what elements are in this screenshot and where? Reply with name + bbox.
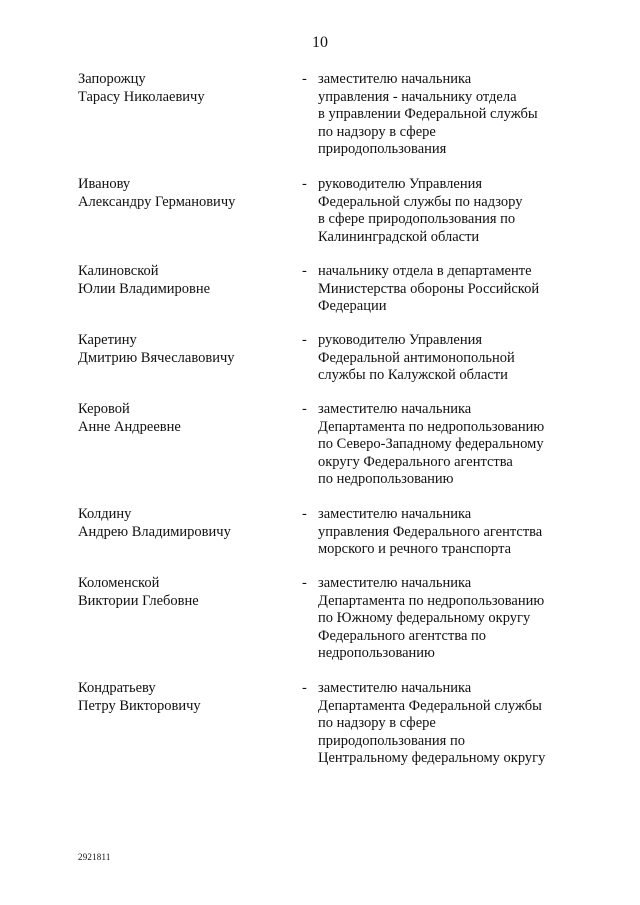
person-name [78,401,283,436]
person-name [78,680,283,715]
position-title [318,71,618,159]
person-name [78,575,283,610]
dash-separator: - [302,71,307,87]
person-name [78,332,283,367]
surname: Керовой [78,401,130,417]
dash-separator: - [302,680,307,696]
surname: Каретину [78,332,137,348]
given-name-patronymic: Юлии Владимировне [78,280,211,297]
person-name [78,263,283,298]
position-line: Калининградской области [318,228,480,245]
position-title [318,401,618,489]
position-title [318,332,618,385]
position-line: округу Федерального агентства [318,453,513,470]
given-name-patronymic: Дмитрию Вячеславовичу [78,349,235,366]
position-line: Департамента Федеральной службы [318,697,542,714]
given-name-patronymic: Александру Германовичу [78,193,236,210]
position-line: Федерации [318,298,387,314]
person-name [78,176,283,211]
position-title [318,176,618,246]
person-name [78,506,283,541]
dash-separator: - [302,401,307,417]
position-line: руководителю Управления [318,176,483,192]
surname: Запорожцу [78,71,146,87]
given-name-patronymic: Виктории Глебовне [78,592,199,609]
position-line: заместителю начальника [318,575,472,591]
given-name-patronymic: Анне Андреевне [78,418,181,435]
position-line: Департамента по недропользованию [318,418,545,435]
position-line: в управлении Федеральной службы [318,106,538,122]
surname: Коломенской [78,575,160,591]
position-line: начальнику отдела в департаменте [318,263,532,279]
position-line: Федеральной антимонопольной [318,349,515,366]
position-line: по Северо-Западному федеральному [318,436,544,452]
position-line: природопользования по [318,732,465,749]
surname: Иванову [78,176,131,192]
position-line: недропользованию [318,645,435,661]
dash-separator: - [302,575,307,591]
position-line: управления Федерального агентства [318,523,543,540]
person-name [78,71,283,106]
position-line: природопользования [318,141,447,157]
position-title [318,575,618,663]
position-title [318,263,618,316]
given-name-patronymic: Андрею Владимировичу [78,523,231,540]
position-line: Федерального агентства по [318,627,487,644]
position-line: управления - начальнику отдела [318,88,517,105]
position-line: заместителю начальника [318,506,472,522]
position-line: Центральному федеральному округу [318,750,546,766]
position-title [318,680,618,768]
position-line: Федеральной службы по надзору [318,193,523,210]
surname: Кондратьеву [78,680,156,696]
position-line: службы по Калужской области [318,367,508,383]
dash-separator: - [302,176,307,192]
position-line: по надзору в сфере [318,123,436,140]
surname: Колдину [78,506,132,522]
position-line: заместителю начальника [318,401,472,417]
position-line: в сфере природопользования по [318,211,516,227]
page-number: 10 [312,34,328,51]
dash-separator: - [302,506,307,522]
dash-separator: - [302,332,307,348]
position-line: руководителю Управления [318,332,483,348]
document-code: 2921811 [78,852,111,862]
given-name-patronymic: Петру Викторовичу [78,697,201,714]
position-line: Министерства обороны Российской [318,280,540,297]
given-name-patronymic: Тарасу Николаевичу [78,88,205,105]
position-line: заместителю начальника [318,680,472,696]
position-line: Департамента по недропользованию [318,592,545,609]
position-line: по недропользованию [318,471,454,487]
position-title [318,506,618,559]
position-line: заместителю начальника [318,71,472,87]
position-line: по Южному федеральному округу [318,610,531,626]
position-line: по надзору в сфере [318,715,436,731]
position-line: морского и речного транспорта [318,541,512,557]
dash-separator: - [302,263,307,279]
surname: Калиновской [78,263,159,279]
